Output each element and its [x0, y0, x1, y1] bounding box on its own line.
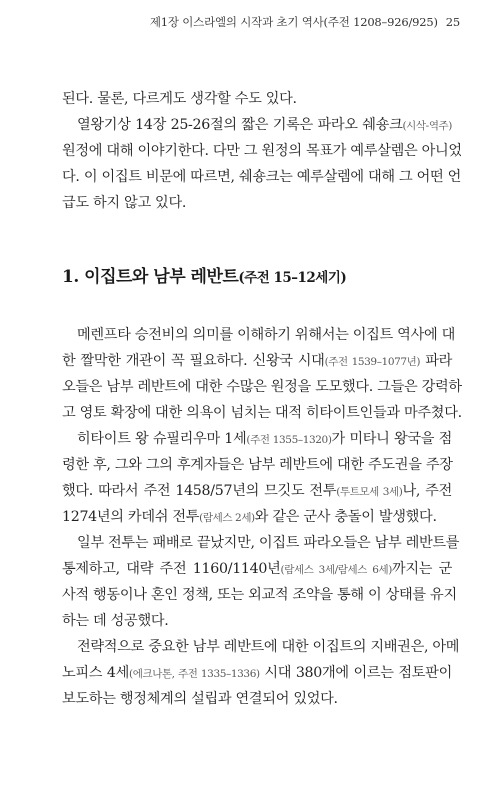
text-segment: 원정에 대해 이야기한다. 다만 그 원정의 목표가 예루살렘은 아니었	[62, 143, 462, 159]
inline-annotation: (에크나톤, 주전 1335–1336)	[129, 668, 260, 680]
text-segment: 메렌프타 승전비의 의미를 이해하기 위해서는 이집트 역사에 대	[77, 327, 456, 343]
text-segment: 된다. 물론, 다르게도 생각할 수도 있다.	[62, 91, 297, 107]
section-title: 1. 이집트와 남부 레반트	[62, 267, 239, 287]
text-line	[62, 530, 460, 556]
text-line	[62, 634, 460, 660]
text-segment: 다. 이 이집트 비문에 따르면, 쉐숑크는 예루살렘에 대해 그 어떤 언	[62, 169, 462, 185]
text-segment: 열왕기상 14장 25-26절의 짧은 기록은 파라오 쉐숑크	[77, 117, 403, 133]
text-line	[62, 138, 462, 164]
text-line	[62, 190, 452, 216]
running-header	[150, 14, 460, 30]
text-line	[62, 452, 452, 478]
text-segment: 보도하는 행정체계의 설립과 연결되어 있었다.	[62, 691, 338, 707]
text-line	[62, 86, 452, 112]
inline-annotation: (람세스 2세)	[199, 512, 255, 524]
text-segment: 하는 데 성공했다.	[62, 613, 169, 629]
text-segment: 노피스 4세	[62, 665, 130, 681]
text-segment: 급도 하지 않고 있다.	[62, 195, 187, 211]
text-segment: 전략적으로 중요한 남부 레반트에 대한 이집트의 지배권은, 아메	[77, 639, 460, 655]
text-line	[62, 400, 462, 426]
running-title: 제1장 이스라엘의 시작과 초기 역사(주전 1208–926/925)	[149, 15, 438, 29]
text-line	[62, 426, 452, 452]
text-segment: 일부 전투는 패배로 끝났지만, 이집트 파라오들은 남부 레반트를	[77, 535, 460, 551]
text-block-body	[62, 322, 462, 712]
text-segment: 1274년의 카데쉬 전투	[62, 509, 200, 525]
text-line	[62, 478, 452, 504]
inline-annotation: (주전 1355–1320)	[246, 434, 332, 446]
section-heading	[62, 262, 346, 287]
text-segment: 고 영토 확장에 대한 의욕이 넘치는 대적 히타이트인들과 마주쳤다.	[62, 405, 462, 421]
text-segment: 까지는 군	[391, 561, 452, 577]
text-line	[62, 374, 462, 400]
text-line	[62, 660, 452, 686]
text-line	[62, 504, 452, 530]
text-line	[62, 686, 452, 712]
text-segment: 오들은 남부 레반트에 대한 수많은 원정을 도모했다. 그들은 강력하	[62, 379, 462, 395]
text-line	[62, 582, 457, 608]
text-segment: 가 미타니 왕국을 점	[331, 431, 452, 447]
text-line	[62, 608, 452, 634]
text-line	[62, 112, 452, 138]
section-subtitle: (주전 15–12세기)	[238, 270, 347, 286]
text-line	[62, 322, 456, 348]
text-line	[62, 164, 462, 190]
text-segment: 와 같은 군사 충돌이 발생했다.	[254, 509, 437, 525]
text-line	[62, 556, 452, 582]
text-segment: 통제하고, 대략 주전 1160/1140년	[62, 561, 281, 577]
text-segment: 령한 후, 그와 그의 후계자들은 남부 레반트에 대한 주도권을 주장	[62, 457, 453, 473]
text-segment: 했다. 따라서 주전 1458/57년의 므깃도 전투	[62, 483, 337, 499]
inline-annotation: (투트모세 3세)	[336, 486, 403, 498]
page-number: 25	[445, 15, 460, 29]
inline-annotation: (주전 1539–1077년)	[324, 356, 421, 368]
inline-annotation: (시삭-역주)	[402, 120, 452, 132]
text-segment: 시대 380개에 이르는 점토판이	[259, 665, 452, 681]
text-block-top	[62, 86, 462, 216]
inline-annotation: (람세스 3세/람세스 6세)	[280, 564, 392, 576]
text-segment: 히타이트 왕 슈필리우마 1세	[77, 431, 247, 447]
text-segment: 사적 행동이나 혼인 정책, 또는 외교적 조약을 통해 이 상태를 유지	[62, 587, 457, 603]
text-segment: 나, 주전	[402, 483, 452, 499]
text-line	[62, 348, 452, 374]
text-segment: 파라	[420, 353, 452, 369]
text-segment: 한 짤막한 개관이 꼭 필요하다. 신왕국 시대	[62, 353, 325, 369]
